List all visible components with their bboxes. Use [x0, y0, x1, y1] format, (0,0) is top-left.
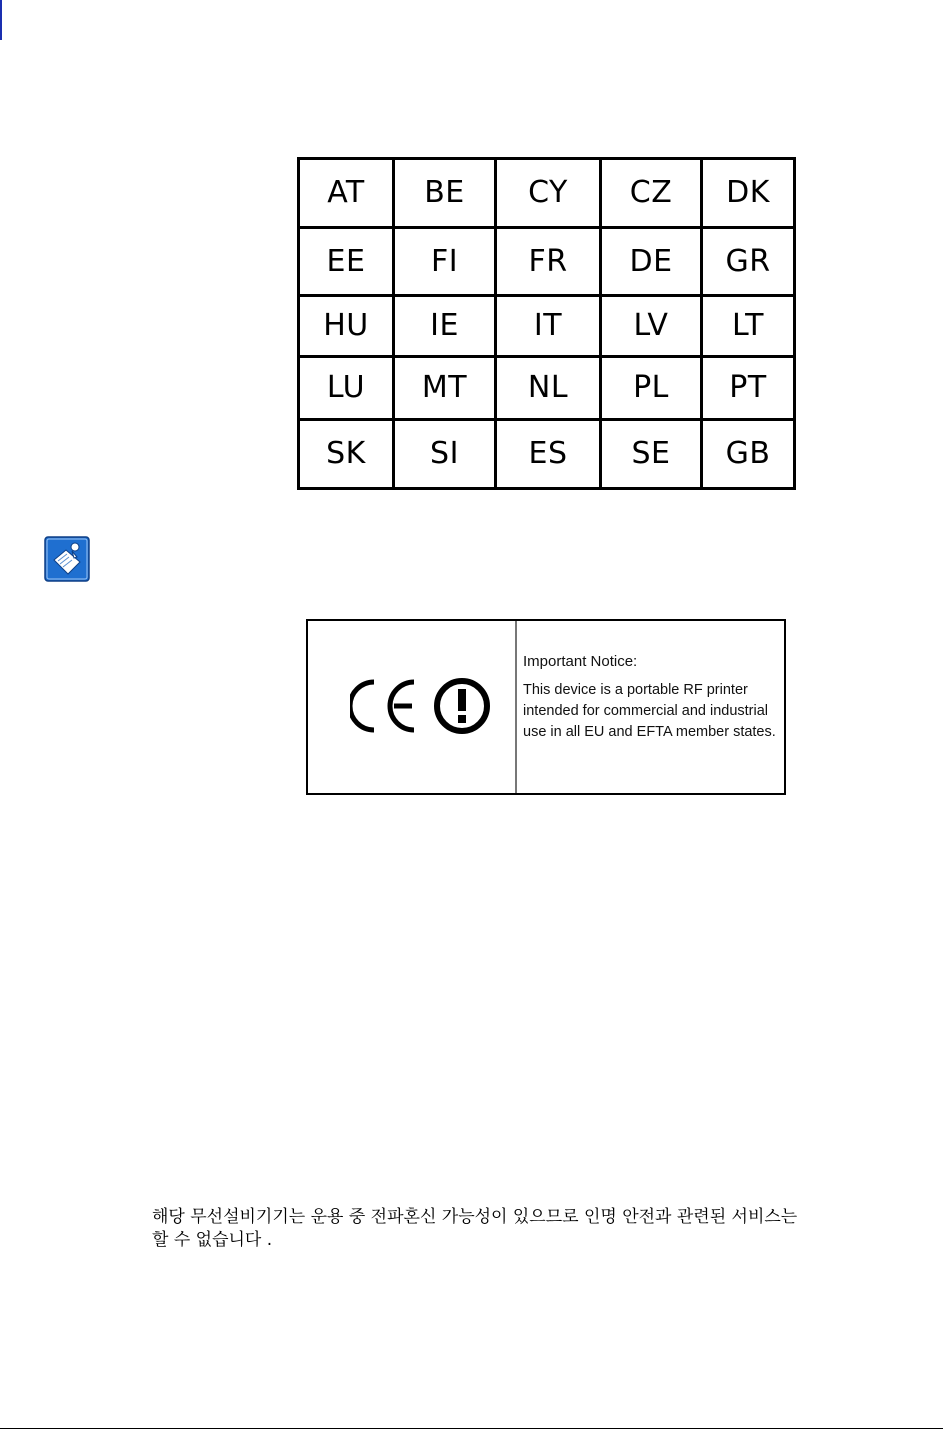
notice-line: intended for commercial and industrial — [523, 703, 769, 719]
country-cell: AT — [299, 159, 394, 228]
country-row — [299, 159, 795, 228]
country-cell: PL — [601, 357, 702, 420]
korean-notice — [152, 1206, 932, 1252]
country-cell: FI — [394, 228, 496, 296]
country-row — [299, 228, 795, 296]
notice-line: This device is a portable RF printer — [523, 682, 748, 698]
country-cell: IT — [496, 296, 601, 357]
country-cell: CY — [496, 159, 601, 228]
notice-line: use in all EU and EFTA member states. — [523, 724, 776, 740]
country-cell: NL — [496, 357, 601, 420]
page-edge-marker — [0, 0, 2, 40]
ce-label-box — [306, 619, 786, 795]
country-cell: IE — [394, 296, 496, 357]
country-row — [299, 296, 795, 357]
country-cell: DK — [702, 159, 795, 228]
country-row — [299, 420, 795, 489]
country-cell: ES — [496, 420, 601, 489]
notice-panel — [517, 621, 784, 793]
ce-mark-icon — [350, 682, 414, 730]
country-cell: GR — [702, 228, 795, 296]
country-cell: CZ — [601, 159, 702, 228]
notice-title: Important Notice: — [523, 653, 638, 670]
country-row — [299, 357, 795, 420]
country-cell: MT — [394, 357, 496, 420]
country-cell: SK — [299, 420, 394, 489]
country-cell: LU — [299, 357, 394, 420]
korean-notice-line: 할 수 없습니다 . — [152, 1230, 273, 1250]
country-cell: FR — [496, 228, 601, 296]
ce-marks-panel — [308, 621, 517, 793]
country-cell: BE — [394, 159, 496, 228]
note-icon — [44, 536, 90, 582]
country-cell: HU — [299, 296, 394, 357]
country-cell: GB — [702, 420, 795, 489]
footer-rule — [0, 1428, 943, 1429]
country-cell: DE — [601, 228, 702, 296]
country-table — [297, 157, 796, 490]
country-cell: SI — [394, 420, 496, 489]
country-cell: LT — [702, 296, 795, 357]
country-cell: EE — [299, 228, 394, 296]
korean-notice-line: 해당 무선설비기기는 운용 중 전파혼신 가능성이 있으므로 인명 안전과 관련된 서비스는 — [152, 1207, 798, 1227]
country-cell: SE — [601, 420, 702, 489]
alert-class-2-icon — [437, 681, 487, 731]
country-cell: PT — [702, 357, 795, 420]
country-cell: LV — [601, 296, 702, 357]
